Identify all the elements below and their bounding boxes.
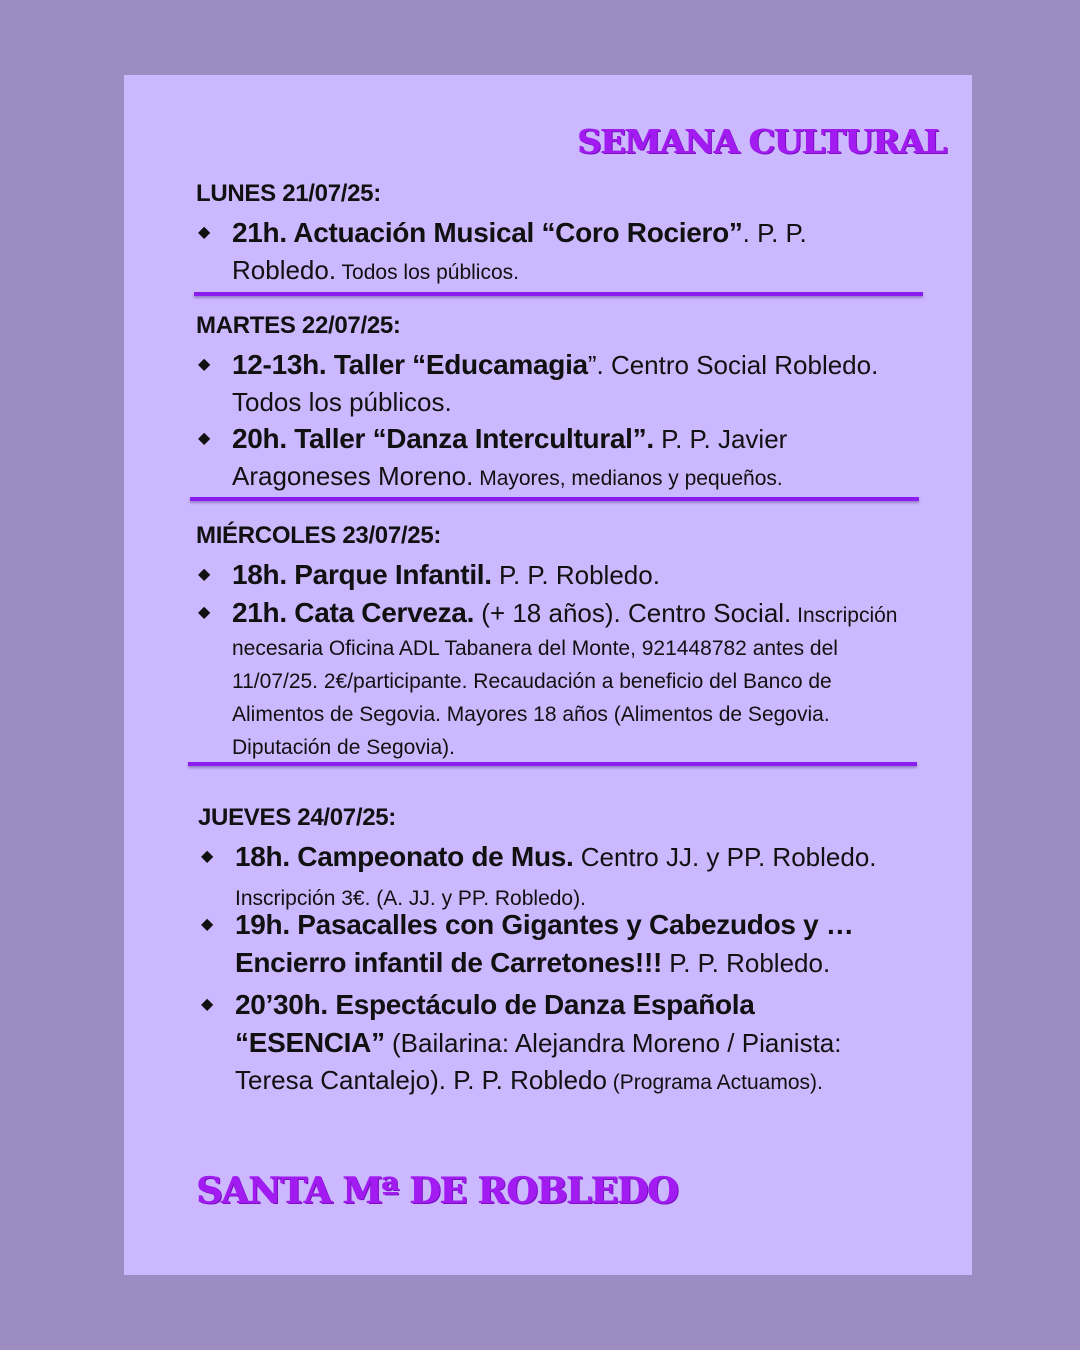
event-danza-espanola (201, 986, 875, 1101)
event-pasacalles (201, 906, 885, 982)
event-parque-infantil (198, 556, 892, 594)
bullet-icon: ◆ (201, 916, 214, 933)
bullet-icon: ◆ (201, 848, 214, 865)
footer-title: SANTA Mª DE ROBLEDO (197, 1170, 679, 1212)
event-coro-rociero (198, 214, 872, 291)
bullet-icon: ◆ (198, 604, 211, 621)
event-title: 18h. Campeonato de Mus. (235, 841, 574, 872)
event-title: 21h. Cata Cerveza. (232, 597, 475, 628)
event-place: . P. P. Robledo. (232, 218, 807, 285)
divider (194, 292, 923, 296)
bullet-icon: ◆ (198, 224, 211, 241)
event-place: (+ 18 años). Centro Social. (474, 598, 792, 628)
event-cata-cerveza (198, 597, 912, 763)
event-place: Centro JJ. y PP. Robledo. (573, 842, 877, 872)
day-heading-miercoles: MIÉRCOLES 23/07/25: (196, 522, 442, 549)
event-note: Todos los públicos. (336, 261, 519, 284)
event-title: 21h. Actuación Musical “Coro Rociero” (232, 217, 743, 248)
bullet-icon: ◆ (201, 996, 214, 1013)
day-heading-jueves: JUEVES 24/07/25: (198, 804, 396, 831)
event-title: 12-13h. Taller “Educamagia (232, 349, 588, 380)
event-place: (Bailarina: Alejandra Moreno / Pianista: Teresa Cantalejo). P. P. Robledo (235, 1028, 842, 1095)
event-place: P. P. Robledo. (491, 560, 660, 590)
event-title: 20’30h. Espectáculo de Danza Española “ESENCIA” (235, 989, 755, 1058)
event-danza-intercultural (198, 420, 872, 497)
event-place: P. P. Javier Aragoneses Moreno. (232, 424, 788, 491)
day-heading-martes: MARTES 22/07/25: (196, 312, 401, 339)
event-title: 18h. Parque Infantil. (232, 559, 492, 590)
event-educamagia (198, 346, 912, 421)
divider (188, 762, 917, 766)
event-note: Mayores, medianos y pequeños. (473, 467, 783, 490)
header-title: SEMANA CULTURAL (578, 122, 947, 161)
event-note: (Programa Actuamos). (606, 1071, 823, 1094)
day-heading-lunes: LUNES 21/07/25: (196, 180, 381, 207)
bullet-icon: ◆ (198, 356, 211, 373)
event-place: P. P. Robledo. (662, 948, 831, 978)
event-place: ”. Centro Social Robledo. Todos los públicos. (232, 350, 879, 417)
event-note: Inscripción 3€. (A. JJ. y PP. Robledo). (235, 887, 586, 910)
divider (190, 497, 919, 501)
bullet-icon: ◆ (198, 430, 211, 447)
event-note: Inscripción necesaria Oficina ADL Tabanera del Monte, 921448782 antes del 11/07/25. 2€/participante. Recaudación a beneficio del Banco de Alimentos de Segovia. Mayores 18 años (Alimentos de Segovia. Diputación de Segovia). (232, 604, 898, 759)
event-title: 20h. Taller “Danza Intercultural”. (232, 423, 654, 454)
event-title: 19h. Pasacalles con Gigantes y Cabezudos y … Encierro infantil de Carretones!!! (235, 909, 854, 978)
bullet-icon: ◆ (198, 566, 211, 583)
